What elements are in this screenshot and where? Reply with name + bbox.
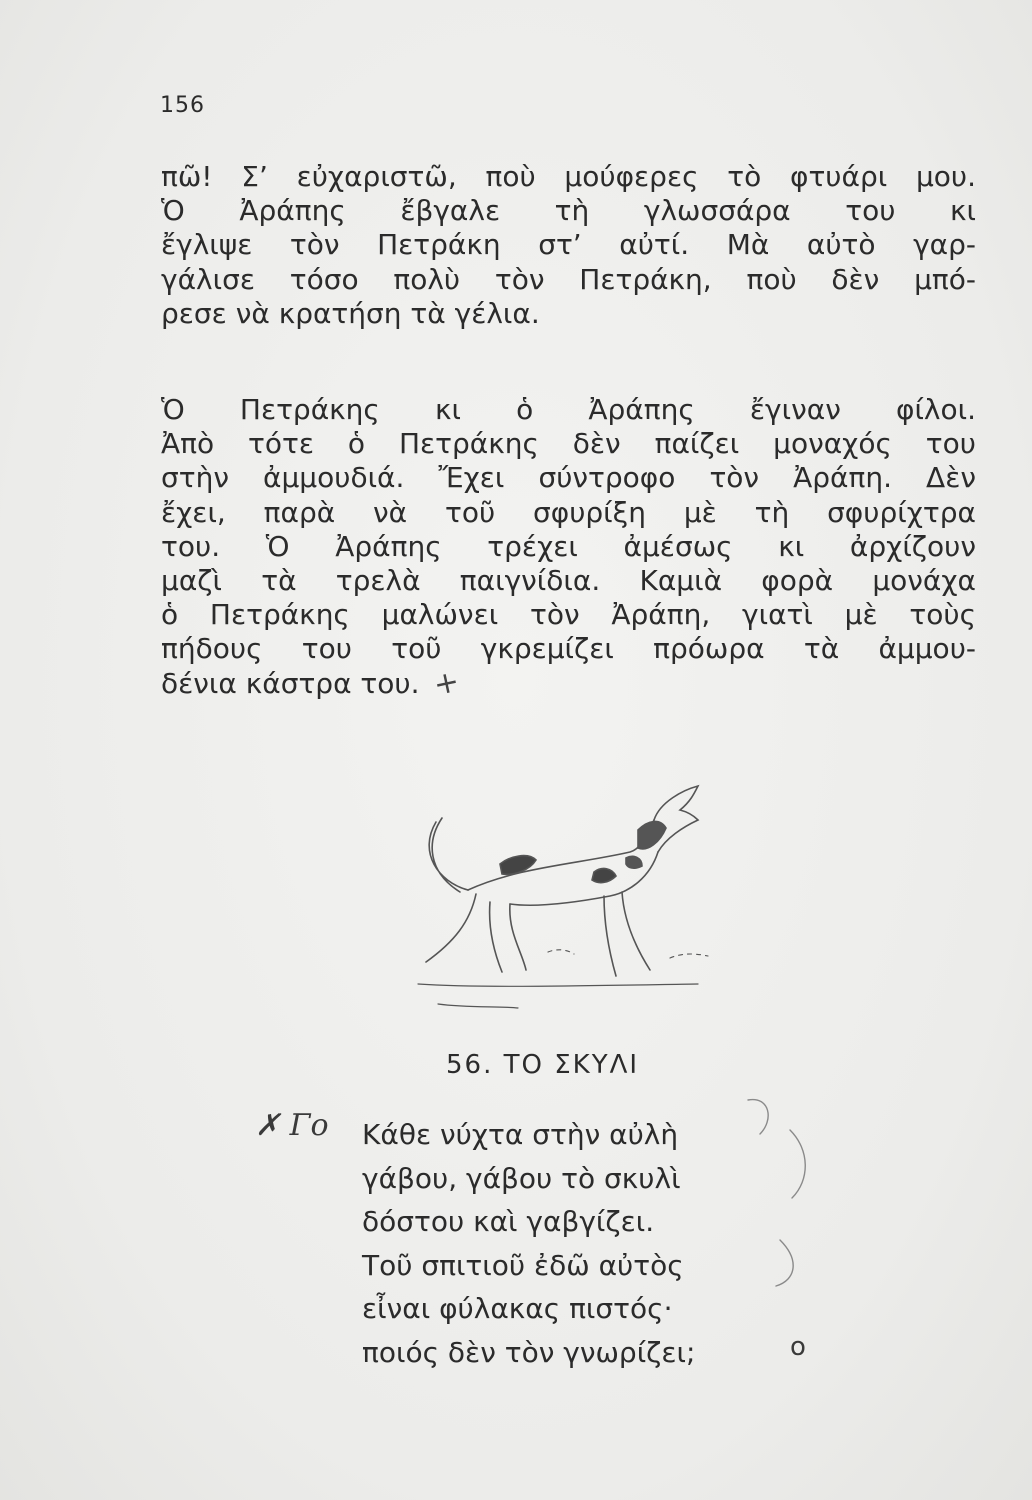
text-line: Ὁ Ἀράπης ἔβγαλε τὴ γλωσσάρα του κι: [161, 194, 976, 228]
dog-leg: [604, 892, 650, 976]
page-number: 156: [160, 93, 205, 118]
poem-line: δόστου καὶ γαβγίζει.: [362, 1205, 655, 1238]
ground-line: [418, 984, 698, 1008]
text-line: πῶ! Σ’ εὐχαριστῶ, ποὺ μούφερες τὸ φτυάρι μου.: [161, 160, 976, 193]
poem-stanza: [362, 1113, 695, 1374]
poem-line: ποιός δὲν τὸν γνωρίζει;: [362, 1335, 696, 1369]
text-line: μαζὶ τὰ τρελὰ παιγνίδια. Καμιὰ φορὰ μονάχα: [161, 564, 976, 598]
paragraph-1: [161, 160, 976, 331]
text-line: ἔχει, παρὰ νὰ τοῦ σφυρίξη μὲ τὴ σφυρίχτρα: [161, 495, 976, 529]
text-line: στὴν ἀμμουδιά. Ἔχει σύντροφο τὸν Ἀράπη. Δὲν: [161, 461, 976, 495]
text-line: γάλισε τόσο πολὺ τὸν Πετράκη, ποὺ δὲν μπό-: [161, 262, 976, 296]
text-line: [161, 663, 976, 703]
handwritten-annotation: ✗ Γο: [255, 1108, 329, 1143]
poem-line: εἶναι φύλακας πιστός·: [362, 1292, 673, 1325]
text-line: Ἀπὸ τότε ὁ Πετράκης δὲν παίζει μοναχός του: [161, 427, 976, 461]
dog-body: [468, 820, 654, 890]
text-line: ἔγλιψε τὸν Πετράκη στ’ αὐτί. Μὰ αὐτὸ γαρ-: [161, 228, 976, 262]
dog-leg: [426, 894, 526, 972]
poem-title: 56. ΤΟ ΣΚΥΛΙ: [446, 1050, 640, 1080]
text-line-content: δένια κάστρα του.: [161, 666, 420, 700]
poem-line: Κάθε νύχτα στὴν αὐλὴ: [362, 1118, 679, 1151]
dog-tail: [429, 818, 468, 892]
text-line: ὁ Πετράκης μαλώνει τὸν Ἀράπη, γιατὶ μὲ τοὺς: [161, 598, 976, 632]
paragraph-2: [161, 393, 976, 701]
text-line: ρεσε νὰ κρατήση τὰ γέλια.: [161, 296, 540, 330]
poem-line: γάβου, γάβου τὸ σκυλὶ: [362, 1161, 681, 1195]
dog-spot: [500, 856, 536, 875]
dog-illustration: [398, 772, 738, 1032]
dog-ear: [638, 821, 666, 848]
handwritten-cross-mark: +: [430, 663, 462, 703]
text-line: Ὁ Πετράκης κι ὁ Ἀράπης ἔγιναν φίλοι.: [161, 393, 976, 426]
handwritten-end-mark: o: [790, 1332, 806, 1362]
pencil-bracket-marks: [740, 1090, 830, 1290]
text-line: του. Ὁ Ἀράπης τρέχει ἀμέσως κι ἀρχίζουν: [161, 529, 976, 563]
dog-head: [654, 786, 698, 852]
text-line: πήδους του τοῦ γκρεμίζει πρόωρα τὰ ἀμμου-: [161, 632, 976, 666]
dog-spot: [592, 869, 616, 883]
ground-line: [548, 950, 708, 958]
dog-spot: [626, 856, 642, 868]
poem-line: Τοῦ σπιτιοῦ ἐδῶ αὐτὸς: [362, 1248, 684, 1282]
